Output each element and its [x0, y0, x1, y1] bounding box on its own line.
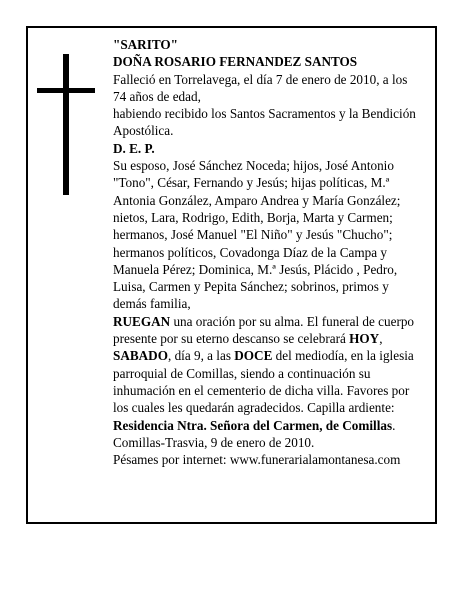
- family-list: Su esposo, José Sánchez Noceda; hijos, José Antonio "Tono", César, Fernando y Jesús; hijas políticas, M.ª Antonia González, Amparo Andrea y María González; nietos, Lara, Rodrigo, Edith, Borja, Marta y Carmen; hermanos, José Manuel "El Niño" y Jesús "Chucho"; hermanos políticos, Covadonga Díaz de la Campa y Manuela Pérez; Dominica, M.ª Jesús, Plácido , Pedro, Luisa, Carmen y Pepita Sánchez; sobrinos, primos y demás familia,: [113, 158, 401, 312]
- doce-word: DOCE: [234, 348, 273, 364]
- condolences-line: Pésames por internet: www.funerarialamontanesa.com: [113, 452, 401, 468]
- sacraments-info: habiendo recibido los Santos Sacramentos y la Bendición Apostólica.: [113, 106, 416, 139]
- funeral-comma: ,: [379, 331, 383, 347]
- cross-icon: [63, 54, 69, 195]
- dep-line: D. E. P.: [113, 140, 155, 156]
- ruegan-word: RUEGAN: [113, 313, 171, 329]
- funeral-info: [113, 313, 423, 434]
- hoy-word: HOY: [349, 331, 380, 347]
- funeral-text-a: una oración por su alma. El funeral de cuerpo presente por su eterno descanso se celebrará: [113, 313, 415, 347]
- deceased-name: DOÑA ROSARIO FERNANDEZ SANTOS: [113, 54, 358, 70]
- nickname: "SARITO": [113, 37, 178, 52]
- funeral-text-c: del mediodía, en la iglesia parroquial de Comillas, siendo a continuación su inhumación en el cementerio de dicha villa. Favores por los cuales les quedarán agradecidos. Capilla ardiente:: [113, 348, 414, 416]
- death-info: Falleció en Torrelavega, el día 7 de enero de 2010, a los 74 años de edad,: [113, 71, 408, 104]
- funeral-period: .: [392, 417, 396, 433]
- place-date: Comillas-Trasvia, 9 de enero de 2010.: [113, 434, 315, 450]
- funeral-text-b: , día 9, a las: [167, 348, 235, 364]
- sabado-word: SABADO: [113, 348, 168, 364]
- cross-icon-bar: [37, 88, 95, 93]
- obituary-text: [113, 36, 423, 468]
- chapel-location: Residencia Ntra. Señora del Carmen, de Comillas: [113, 417, 393, 433]
